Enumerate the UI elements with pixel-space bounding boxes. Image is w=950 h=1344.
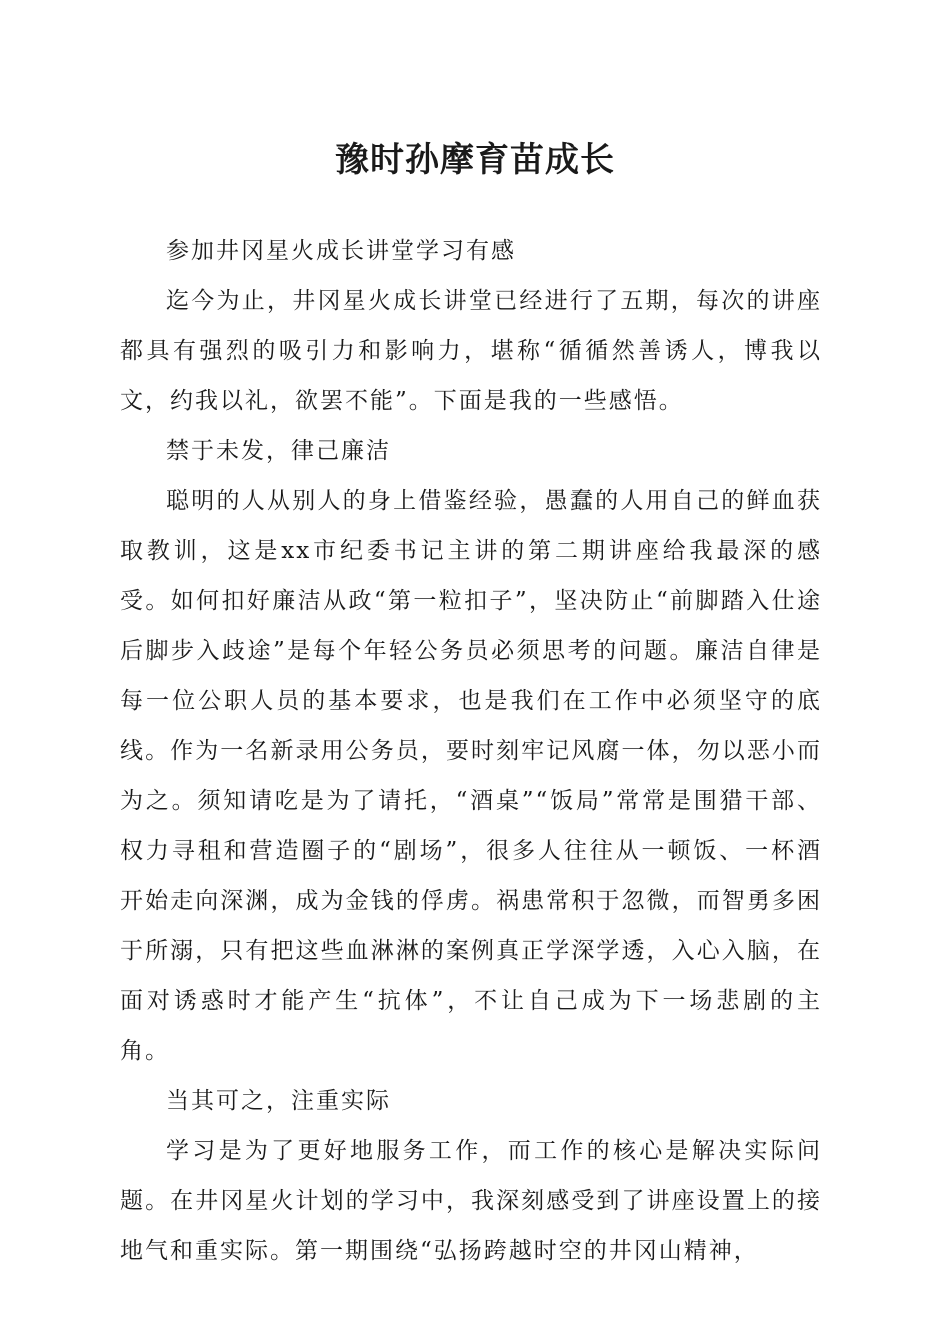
document-body — [120, 226, 822, 1276]
section-heading-practical: 当其可之，注重实际 — [166, 1088, 391, 1114]
paragraph-integrity: 聪明的人从别人的身上借鉴经验，愚蠢的人用自己的鲜血获取教训，这是xx市纪委书记主讲的第二期讲座给我最深的感受。如何扣好廉洁从政“第一粒扣子”，坚决防止“前脚踏入仕途后脚步入歧途”是每个年轻公务员必须思考的问题。廉洁自律是每一位公职人员的基本要求，也是我们在工作中必须坚守的底线。作为一名新录用公务员，要时刻牢记风腐一体，勿以恶小而为之。须知请吃是为了请托，“酒桌”“饭局”常常是围猎干部、权力寻租和营造圈子的“剧场”，很多人往往从一顿饭、一杯酒开始走向深渊，成为金钱的俘虏。祸患常积于忽微，而智勇多困于所溺，只有把这些血淋淋的案例真正学深学透，入心入脑，在面对诱惑时才能产生“抗体”，不让自己成为下一场悲剧的主角。 — [120, 488, 822, 1064]
document-subtitle: 参加井冈星火成长讲堂学习有感 — [166, 238, 516, 264]
section-heading-integrity: 禁于未发，律己廉洁 — [166, 438, 391, 464]
paragraph-intro: 迄今为止，井冈星火成长讲堂已经进行了五期，每次的讲座都具有强烈的吸引力和影响力，堪称“循循然善诱人，博我以文，约我以礼，欲罢不能”。下面是我的一些感悟。 — [120, 288, 822, 414]
document-title: 豫时孙摩育苗成长 — [335, 140, 615, 180]
paragraph-practical: 学习是为了更好地服务工作，而工作的核心是解决实际问题。在井冈星火计划的学习中，我深刻感受到了讲座设置上的接地气和重实际。第一期围绕“弘扬跨越时空的井冈山精神， — [120, 1138, 822, 1264]
